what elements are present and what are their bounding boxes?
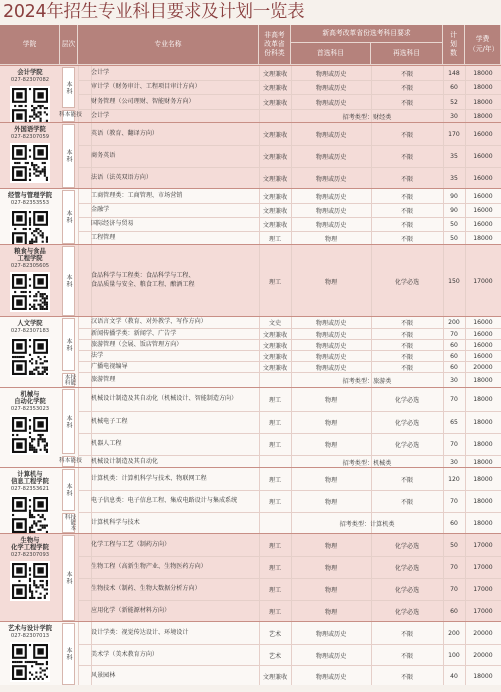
- college-phone: 027-82307082: [10, 77, 50, 84]
- level-bachelor: 本科: [62, 246, 75, 316]
- first-choice-subject: 物理: [324, 609, 338, 616]
- college-section: [0, 387, 501, 467]
- plan-count: 200: [448, 629, 460, 637]
- major-name: 审计学（财务审计、工程项目审计方向）: [91, 83, 201, 91]
- major-name: 电子信息类：电子信息工程、集成电路设计与集成系统: [91, 497, 238, 505]
- college-section: [0, 467, 501, 533]
- first-choice-subject: 物理或历史: [315, 154, 347, 161]
- college-section: [0, 533, 501, 621]
- header-first-choice: 首选科目: [291, 43, 371, 65]
- first-choice-subject: 物理: [324, 442, 338, 449]
- subject-category: 文理兼收: [262, 131, 288, 139]
- major-row: [78, 350, 501, 361]
- first-choice-subject: 物理或历史: [315, 342, 347, 350]
- plan-count: 120: [448, 475, 460, 483]
- second-choice-subject: 不限: [400, 673, 414, 681]
- college-name: 会计学院: [17, 69, 43, 76]
- tuition-fee: 18000: [473, 441, 493, 448]
- college-name: 经管与管理学院: [7, 192, 53, 199]
- first-choice-subject: 物理或历史: [315, 208, 347, 215]
- first-choice-subject: 物理或历史: [315, 630, 347, 638]
- major-row: [78, 644, 501, 665]
- plan-count: 90: [450, 192, 458, 200]
- tuition-fee: 16000: [473, 319, 493, 326]
- major-name: 机器人工程: [91, 440, 122, 448]
- major-name: 新闻传播学类：新闻学、广告学: [91, 329, 177, 337]
- subject-category: 理工: [268, 587, 282, 594]
- tuition-fee: 18000: [473, 98, 493, 106]
- second-choice-subject: 不限: [400, 331, 414, 339]
- first-choice-subject: 物理: [324, 542, 338, 550]
- plan-count: 30: [450, 458, 458, 466]
- second-choice-subject: 不限: [400, 176, 414, 183]
- tuition-fee: 18000: [473, 498, 493, 505]
- second-choice-subject: 化学必选: [394, 397, 420, 404]
- tuition-fee: 18000: [473, 672, 493, 680]
- major-row: [78, 167, 501, 189]
- major-name: 商务英语: [91, 152, 116, 160]
- plan-count: 50: [450, 235, 458, 242]
- second-choice-subject: 化学必选: [394, 609, 420, 616]
- plan-count: 170: [448, 130, 460, 138]
- tuition-fee: 16000: [473, 330, 493, 338]
- level-bachelor: 本科: [62, 190, 75, 244]
- level-bachelor: 本科: [62, 124, 75, 188]
- second-choice-subject: 不限: [400, 70, 414, 78]
- plan-count: 60: [450, 84, 458, 91]
- major-row: [78, 203, 501, 217]
- exam-type: 招考类型：机械类: [342, 459, 392, 467]
- college-name: 生物与 化学工程学院: [11, 537, 49, 552]
- first-choice-subject: 物理: [324, 278, 338, 286]
- major-row: [78, 556, 501, 578]
- plan-count: 50: [450, 221, 458, 228]
- second-choice-subject: 不限: [400, 364, 414, 372]
- first-choice-subject: 物理: [324, 565, 338, 572]
- college-section: [0, 621, 501, 685]
- college-name: 计算机与 信息工程学院: [11, 471, 49, 486]
- college-section: [0, 65, 501, 122]
- tuition-fee: 18000: [473, 520, 493, 527]
- plan-count: 70: [450, 586, 458, 593]
- header-plan: 计划数: [443, 25, 465, 65]
- major-name: 金融学: [91, 206, 110, 214]
- tuition-fee: 18000: [473, 419, 493, 426]
- major-name: 化学工程与工艺（制药方向）: [91, 540, 171, 548]
- first-choice-subject: 物理: [324, 499, 338, 506]
- major-row: [78, 66, 501, 80]
- major-row: [78, 372, 501, 388]
- qr-code[interactable]: [10, 337, 50, 377]
- major-row: [78, 328, 501, 339]
- second-choice-subject: 不限: [400, 222, 414, 229]
- qr-code[interactable]: [10, 272, 50, 312]
- tuition-fee: 18000: [473, 475, 493, 483]
- major-row: [78, 80, 501, 94]
- level-skill-bachelor: 技能本科: [63, 374, 76, 386]
- header-fee: 学费（元/年）: [465, 25, 501, 65]
- qr-code-icon: [12, 88, 48, 124]
- college-phone: 027-82307059: [10, 134, 50, 141]
- major-row: [78, 512, 501, 534]
- plan-count: 30: [450, 113, 458, 120]
- second-choice-subject: 不限: [400, 208, 414, 215]
- plan-count: 35: [450, 175, 458, 182]
- admissions-table: [0, 25, 501, 692]
- major-row: [78, 361, 501, 372]
- plan-count: 70: [450, 441, 458, 448]
- tuition-fee: 17000: [473, 564, 493, 571]
- tuition-fee: 16000: [473, 153, 493, 160]
- major-row: [78, 339, 501, 350]
- major-row: [78, 245, 501, 317]
- tuition-fee: 18000: [473, 113, 493, 120]
- major-name: 机械设计制造及其自动化: [91, 457, 159, 465]
- first-choice-subject: 物理或历史: [315, 320, 347, 327]
- major-name: 法学: [91, 351, 104, 359]
- major-row: [78, 388, 501, 411]
- college-name: 粮食与食品 工程学院: [14, 248, 46, 263]
- second-choice-subject: 不限: [400, 320, 414, 327]
- major-name: 会计学: [91, 112, 110, 120]
- plan-count: 60: [450, 352, 458, 360]
- second-choice-subject: 不限: [400, 476, 414, 484]
- major-row: [78, 123, 501, 145]
- qr-code-icon: [12, 145, 48, 181]
- header-major: 专业名称: [78, 25, 259, 65]
- plan-count: 60: [450, 341, 458, 349]
- second-choice-subject: 不限: [400, 99, 414, 107]
- major-name: 生物技术（制药、生物大数据分析方向）: [91, 585, 201, 593]
- college-phone: 027-82353621: [10, 486, 50, 493]
- header-category: 非高考改革省份科类: [259, 25, 291, 65]
- first-choice-subject: 物理或历史: [315, 364, 347, 372]
- plan-count: 60: [450, 363, 458, 371]
- exam-type: 招考类型：计算机类: [339, 521, 395, 528]
- major-name: 食品科学与工程类：食品科学与工程、 食品质量与安全、粮食工程、酿酒工程: [91, 272, 195, 288]
- major-name: 机械设计制造及其自动化（机械设计、智能制造方向）: [91, 395, 238, 403]
- plan-count: 148: [448, 69, 460, 77]
- subject-category: 文理兼收: [262, 208, 288, 215]
- college-info: [1, 189, 59, 245]
- college-info: [1, 317, 59, 388]
- page-title: 2024年招生专业科目要求及计划一览表: [3, 2, 305, 22]
- subject-category: 文理兼收: [262, 342, 288, 350]
- subject-category: 理工: [268, 278, 282, 286]
- subject-category: 艺术: [268, 652, 282, 660]
- exam-type: 招考类型：财经类: [342, 114, 392, 121]
- plan-count: 70: [450, 396, 458, 403]
- college-phone: 027-82353023: [10, 406, 50, 413]
- subject-category: 文理兼收: [262, 353, 288, 361]
- first-choice-subject: 物理或历史: [315, 193, 347, 201]
- subject-category: 文理兼收: [262, 364, 288, 372]
- college-name: 外国语学院: [14, 126, 46, 133]
- plan-count: 35: [450, 153, 458, 160]
- tuition-fee: 17000: [473, 277, 493, 285]
- subject-category: 文理兼收: [262, 176, 288, 183]
- subject-category: 理工: [268, 420, 282, 427]
- tuition-fee: 18000: [473, 458, 493, 466]
- qr-code-icon: [12, 644, 48, 680]
- second-choice-subject: 化学必选: [394, 542, 420, 550]
- header-reform: 新高考改革省份选考科目要求: [291, 25, 443, 43]
- second-choice-subject: 不限: [400, 652, 414, 660]
- second-choice-subject: 不限: [400, 630, 414, 638]
- qr-code[interactable]: [10, 86, 50, 126]
- first-choice-subject: 物理: [324, 236, 338, 243]
- major-row: [78, 433, 501, 455]
- second-choice-subject: 不限: [400, 236, 414, 243]
- second-choice-subject: 不限: [400, 85, 414, 92]
- subject-category: 理工: [268, 476, 282, 484]
- major-name: 财务管理（公司理财、智能财务方向）: [91, 97, 195, 105]
- header-college: 学院: [0, 25, 60, 65]
- first-choice-subject: 物理或历史: [315, 70, 347, 78]
- second-choice-subject: 化学必选: [394, 442, 420, 449]
- subject-category: 理工: [268, 236, 282, 243]
- major-row: [78, 145, 501, 167]
- subject-category: 理工: [268, 397, 282, 404]
- first-choice-subject: 物理: [324, 420, 338, 427]
- level-bachelor: 本科: [62, 469, 75, 511]
- first-choice-subject: 物理或历史: [315, 85, 347, 92]
- level-bachelor: 本科: [62, 389, 75, 454]
- college-info: [1, 622, 59, 686]
- tuition-fee: 18000: [473, 235, 493, 242]
- college-info: [1, 66, 59, 123]
- college-section: [0, 316, 501, 387]
- qr-code[interactable]: [10, 561, 50, 601]
- major-name: 旅游管理: [91, 376, 116, 384]
- plan-count: 100: [448, 651, 460, 659]
- college-phone: 027-82353553: [10, 200, 50, 207]
- major-name: 法语（法英双语方向）: [91, 174, 152, 182]
- plan-count: 70: [450, 564, 458, 571]
- qr-code[interactable]: [10, 642, 50, 682]
- tuition-fee: 18000: [473, 377, 493, 384]
- second-choice-subject: 不限: [400, 499, 414, 506]
- level-skill-bachelor: 能本科: [62, 456, 75, 467]
- plan-count: 30: [450, 377, 458, 384]
- major-name: 汉语言文学（教育、对外教学、写作方向）: [91, 318, 207, 326]
- first-choice-subject: 物理: [324, 587, 338, 594]
- tuition-fee: 16000: [473, 341, 493, 349]
- second-choice-subject: 化学必选: [394, 565, 420, 572]
- tuition-fee: 18000: [473, 396, 493, 403]
- major-name: 风景园林: [91, 671, 116, 679]
- subject-category: 文理兼收: [262, 85, 288, 92]
- tuition-fee: 16000: [473, 175, 493, 182]
- level-bachelor: 本科: [62, 535, 75, 621]
- major-name: 国际经济与贸易: [91, 220, 134, 228]
- first-choice-subject: 物理或历史: [315, 176, 347, 183]
- major-name: 计算机类：计算机科学与技术、物联网工程: [91, 474, 207, 482]
- subject-category: 文理兼收: [262, 673, 288, 681]
- plan-count: 150: [448, 277, 460, 285]
- tuition-fee: 16000: [473, 221, 493, 228]
- tuition-fee: 20000: [473, 651, 493, 659]
- college-phone: 027-82305605: [10, 263, 50, 270]
- major-name: 英语（教育、翻译方向）: [91, 129, 159, 137]
- major-row: [78, 490, 501, 512]
- college-info: [1, 534, 59, 622]
- level-bachelor: 本科: [62, 623, 75, 685]
- first-choice-subject: 物理或历史: [315, 652, 347, 660]
- exam-type: 招考类型：旅游类: [342, 378, 392, 385]
- major-row: [78, 665, 501, 686]
- plan-count: 200: [448, 319, 460, 326]
- plan-count: 65: [450, 419, 458, 426]
- qr-code-icon: [12, 563, 48, 599]
- subject-category: 艺术: [268, 630, 282, 638]
- major-row: [78, 468, 501, 490]
- major-name: 机械电子工程: [91, 418, 128, 426]
- major-name: 广播电视编导: [91, 362, 128, 370]
- first-choice-subject: 物理: [324, 476, 338, 484]
- tuition-fee: 18000: [473, 84, 493, 91]
- college-info: [1, 388, 59, 468]
- tuition-fee: 16000: [473, 130, 493, 138]
- plan-count: 90: [450, 207, 458, 214]
- major-row: [78, 600, 501, 622]
- subject-category: 文理兼收: [262, 222, 288, 229]
- second-choice-subject: 化学必选: [394, 587, 420, 594]
- subject-category: 理工: [268, 442, 282, 449]
- subject-category: 文理兼收: [262, 154, 288, 161]
- college-phone: 027-82307183: [10, 328, 50, 335]
- qr-code[interactable]: [10, 415, 50, 455]
- first-choice-subject: 物理或历史: [315, 222, 347, 229]
- qr-code[interactable]: [10, 495, 50, 535]
- qr-code-icon: [12, 417, 48, 453]
- major-name: 会计学: [91, 68, 110, 76]
- tuition-fee: 17000: [473, 586, 493, 593]
- college-info: [1, 245, 59, 317]
- college-section: [0, 122, 501, 188]
- college-info: [1, 468, 59, 534]
- second-choice-subject: 不限: [400, 131, 414, 139]
- first-choice-subject: 物理或历史: [315, 353, 347, 361]
- college-name: 机械与 自动化学院: [14, 391, 46, 406]
- header-level: 层次: [60, 25, 78, 65]
- level-skill-bachelor: 技能本科: [62, 513, 75, 533]
- subject-category: 理工: [268, 565, 282, 572]
- subject-category: 文理兼收: [262, 193, 288, 201]
- plan-count: 70: [450, 330, 458, 338]
- second-choice-subject: 不限: [400, 154, 414, 161]
- plan-count: 60: [450, 520, 458, 527]
- second-choice-subject: 不限: [400, 342, 414, 350]
- major-row: [78, 622, 501, 644]
- first-choice-subject: 物理或历史: [315, 331, 347, 339]
- tuition-fee: 20000: [473, 629, 493, 637]
- major-name: 旅游管理（会展、饭店管理方向）: [91, 340, 183, 348]
- college-section: [0, 188, 501, 244]
- college-info: [1, 123, 59, 189]
- tuition-fee: 17000: [473, 541, 493, 549]
- college-name: 人文学院: [17, 320, 43, 327]
- major-name: 工商管理类：工商管理、市场营销: [91, 191, 183, 199]
- major-row: [78, 578, 501, 600]
- subject-category: 理工: [268, 609, 282, 616]
- major-row: [78, 109, 501, 123]
- major-name: 设计学类：视觉传达设计、环境设计: [91, 628, 189, 636]
- plan-count: 70: [450, 498, 458, 505]
- college-name: 艺术与设计学院: [7, 625, 53, 632]
- major-name: 美术学（美术教育方向）: [91, 650, 159, 658]
- subject-category: 文理兼收: [262, 70, 288, 78]
- subject-category: 文史: [268, 320, 282, 327]
- tuition-fee: 16000: [473, 352, 493, 360]
- major-name: 计算机科学与技术: [91, 519, 140, 527]
- plan-count: 52: [450, 98, 458, 106]
- college-phone: 027-82307013: [10, 633, 50, 640]
- tuition-fee: 16000: [473, 207, 493, 214]
- tuition-fee: 16000: [473, 192, 493, 200]
- major-name: 应用化学（新能源材料方向）: [91, 607, 171, 615]
- major-row: [78, 534, 501, 556]
- major-row: [78, 94, 501, 109]
- subject-category: 文理兼收: [262, 331, 288, 339]
- plan-count: 60: [450, 608, 458, 615]
- tuition-fee: 20000: [473, 363, 493, 371]
- major-row: [78, 189, 501, 203]
- tuition-fee: 18000: [473, 69, 493, 77]
- major-name: 生物工程（高新生物产业、生物医药方向）: [91, 563, 207, 571]
- qr-code-icon: [12, 274, 48, 310]
- major-row: [78, 231, 501, 245]
- subject-category: 文理兼收: [262, 99, 288, 107]
- second-choice-subject: 化学必选: [394, 420, 420, 427]
- college-section: [0, 244, 501, 316]
- major-row: [78, 411, 501, 433]
- level-bachelor: 本科: [62, 67, 75, 108]
- level-bachelor: 本科: [62, 318, 75, 371]
- qr-code-icon: [12, 497, 48, 533]
- major-row: [78, 317, 501, 328]
- first-choice-subject: 物理或历史: [315, 131, 347, 139]
- second-choice-subject: 不限: [400, 353, 414, 361]
- major-name: 工程管理: [91, 234, 116, 242]
- first-choice-subject: 物理或历史: [315, 99, 347, 107]
- plan-count: 50: [450, 541, 458, 549]
- second-choice-subject: 化学必选: [394, 278, 420, 286]
- plan-count: 40: [450, 672, 458, 680]
- subject-category: 理工: [268, 499, 282, 506]
- qr-code-icon: [12, 211, 48, 247]
- major-row: [78, 217, 501, 231]
- college-phone: 027-82307093: [10, 552, 50, 559]
- level-skill-bachelor: 能本科: [62, 110, 75, 122]
- first-choice-subject: 物理或历史: [315, 673, 347, 681]
- qr-code-icon: [12, 339, 48, 375]
- tuition-fee: 17000: [473, 608, 493, 615]
- qr-code[interactable]: [10, 143, 50, 183]
- second-choice-subject: 不限: [400, 193, 414, 201]
- first-choice-subject: 物理: [324, 397, 338, 404]
- header-second-choice: 再选科目: [371, 43, 443, 65]
- subject-category: 理工: [268, 542, 282, 550]
